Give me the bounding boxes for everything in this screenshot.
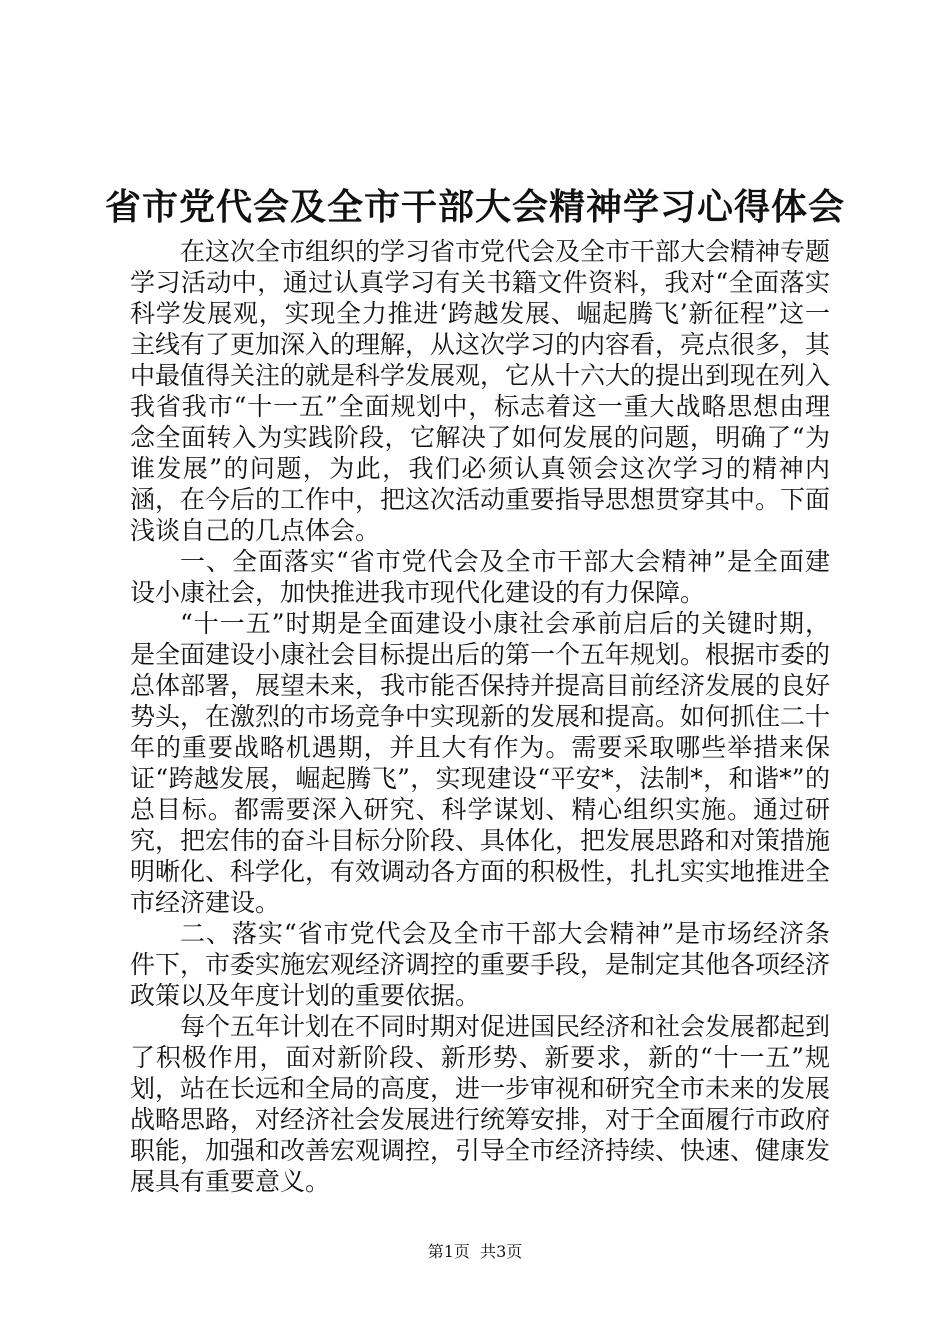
paragraph-section-one: “十一五”时期是全面建设小康社会承前启后的关键时期，是全面建设小康社会目标提出后的第一个五年规划。根据市委的总体部署，展望未来，我市能否保持并提高目前经济发展的良好势头，在激烈的市场竞争中实现新的发展和提高。如何抓住二十年的重要战略机遇期，并且大有作为。需要采取哪些举措来保证“跨越发展，崛起腾飞”，实现建设“平安*，法制*，和谐*”的总目标。都需要深入研究、科学谋划、精心组织实施。通过研究，把宏伟的奋斗目标分阶段、具体化，把发展思路和对策措施明晰化、科学化，有效调动各方面的积极性，扎扎实实地推进全市经济建设。 (130, 609, 831, 917)
paragraph-heading-two: 二、落实“省市党代会及全市干部大会精神”是市场经济条件下，市委实施宏观经济调控的重要手段，是制定其他各项经济政策以及年度计划的重要依据。 (130, 919, 831, 1010)
page-number: 第1页 (427, 1242, 470, 1261)
document-body (130, 236, 830, 1197)
paragraph-heading-one: 一、全面落实“省市党代会及全市干部大会精神”是全面建设小康社会，加快推进我市现代化建设的有力保障。 (130, 547, 830, 607)
document-title: 省市党代会及全市干部大会精神学习心得体会 (104, 187, 845, 228)
paragraph-intro: 在这次全市组织的学习省市党代会及全市干部大会精神专题学习活动中，通过认真学习有关书籍文件资料，我对“全面落实科学发展观，实现全力推进‘跨越发展、崛起腾飞’新征程”这一主线有了更加深入的理解，从这次学习的内容看，亮点很多，其中最值得关注的就是科学发展观，它从十六大的提出到现在列入我省我市“十一五”全面规划中，标志着这一重大战略思想由理念全面转入为实践阶段，它解决了如何发展的问题，明确了“为谁发展”的问题，为此，我们必须认真领会这次学习的精神内涵，在今后的工作中，把这次活动重要指导思想贯穿其中。下面浅谈自己的几点体会。 (130, 237, 831, 545)
paragraph-section-two: 每个五年计划在不同时期对促进国民经济和社会发展都起到了积极作用，面对新阶段、新形势、新要求，新的“十一五”规划，站在长远和全局的高度，进一步审视和研究全市未来的发展战略思路，对经济社会发展进行统筹安排，对于全面履行市政府职能，加强和改善宏观调控，引导全市经济持续、快速、健康发展具有重要意义。 (130, 1012, 831, 1196)
page-total: 共3页 (480, 1242, 523, 1261)
page-footer (0, 1242, 950, 1262)
